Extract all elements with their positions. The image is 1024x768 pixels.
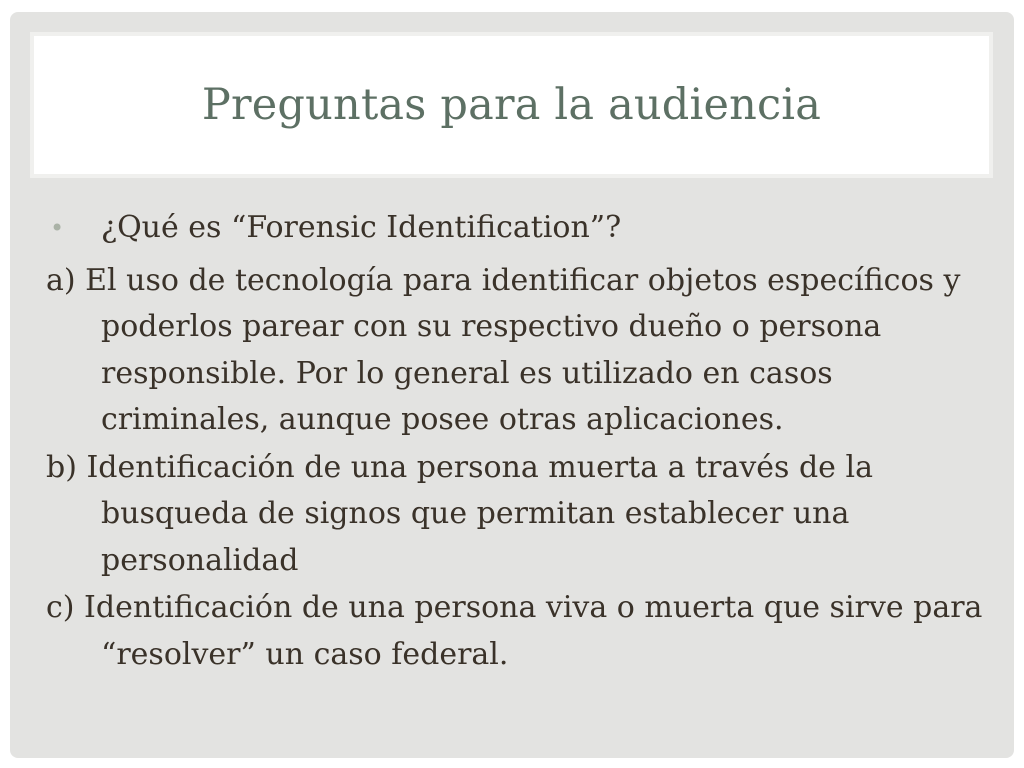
slide-title: Preguntas para la audiencia	[201, 80, 822, 130]
slide	[10, 12, 1014, 758]
answer-option-a: a) El uso de tecnología para identificar objetos específicos y poderlos parear con su respectivo dueño o persona responsible. Por lo general es utilizado en casos criminales, aunque posee otras aplicaciones.	[46, 262, 961, 437]
answer-option-b: b) Identificación de una persona muerta a través de la busqueda de signos que permitan establecer una personalidad	[46, 449, 873, 578]
question-item	[46, 205, 986, 252]
question-text: ¿Qué es “Forensic Identification”?	[101, 210, 622, 245]
answer-option-c: c) Identificación de una persona viva o muerta que sirve para “resolver” un caso federal.	[46, 590, 983, 672]
slide-body	[46, 205, 986, 679]
bullet-icon: •	[50, 214, 65, 242]
title-box	[30, 32, 993, 178]
